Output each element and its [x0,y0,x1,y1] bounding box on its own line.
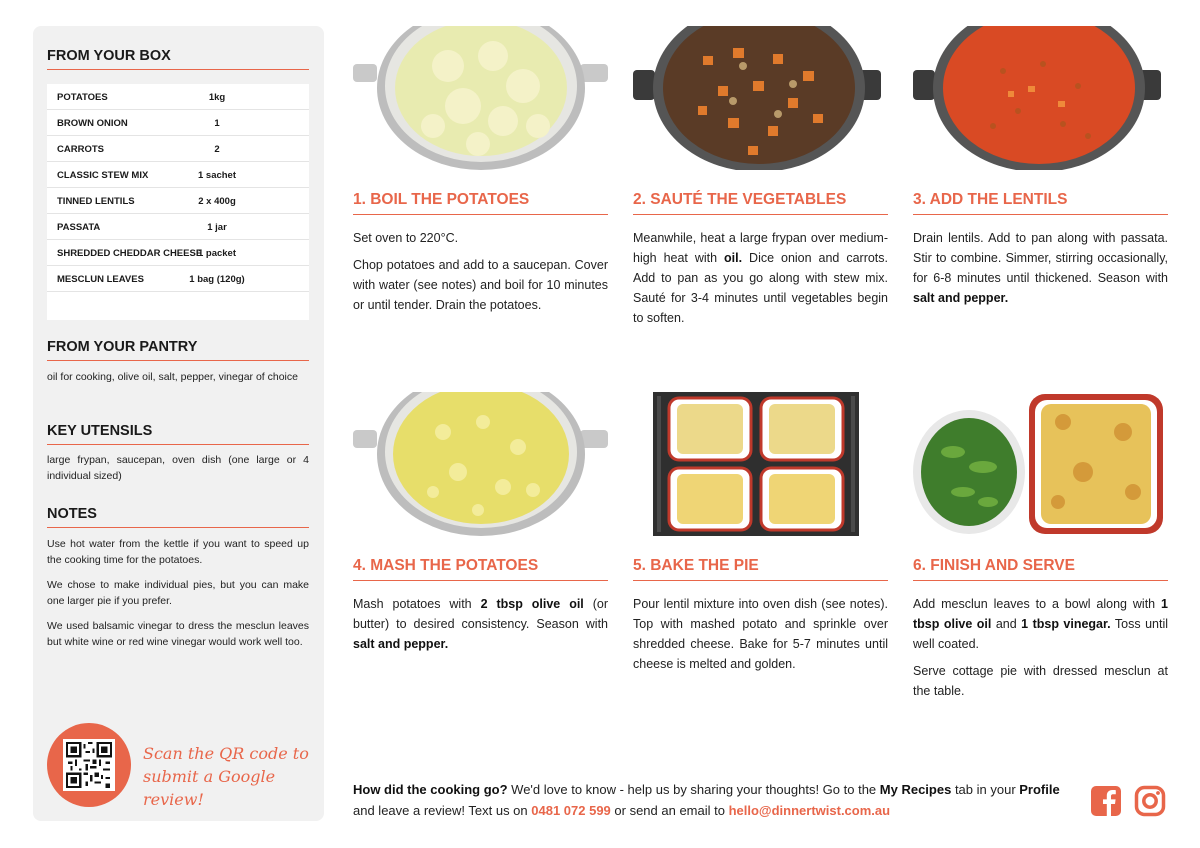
text-run: We'd love to know - help us by sharing your thoughts! Go to the [507,782,880,797]
note-item: We chose to make individual pies, but you can make one larger pie if you prefer. [47,579,309,607]
step-text: Pour lentil mixture into oven dish (see notes). Top with mashed potato and sprinkle over shredded cheese. Bake for 5-7 minutes until cheese is melted and golden. [633,597,888,671]
table-row [47,188,309,214]
text-run: Drain lentils. Add to pan along with passata. Stir to combine. Simmer, stirring occasionally, for 6-8 minutes until thickened. Season with [913,231,1168,285]
text-run: Toss until well coated. [913,617,1168,651]
feedback-footer [353,779,1073,821]
table-row [47,214,309,240]
feedback-question: How did the cooking go? [353,782,508,797]
step-body [913,228,1168,315]
step-title: 4. MASH THE POTATOES [353,557,608,581]
table-row [47,110,309,136]
ingredient-name: BROWN ONION [57,118,128,129]
ingredients-table [47,84,309,320]
step-text: Set oven to 220°C. [353,231,459,245]
sauteed-vegetables-photo [633,26,888,170]
pie-and-salad-photo [913,392,1168,536]
text-bold: 1 tbsp olive oil [913,597,1168,631]
text-run: or send an email to [610,803,729,818]
my-recipes-label: My Recipes [879,782,952,797]
lentil-sauce-photo [913,26,1168,170]
step-text: Serve cottage pie with dressed mesclun at the table. [913,664,1168,698]
text-run: Add mesclun leaves to a bowl along with [913,597,1162,611]
step-body [633,228,888,335]
step-title: 1. BOIL THE POTATOES [353,191,608,215]
facebook-icon[interactable] [1090,785,1122,817]
text-bold: salt and pepper. [913,291,1009,305]
step-text [353,594,608,654]
text-run: Mash potatoes with [353,597,481,611]
step-body [633,594,888,681]
baked-pies-photo [633,392,888,536]
qr-caption-line: submit a Google review! [143,767,276,809]
ingredient-qty: 1 [214,118,220,129]
ingredient-qty: 1 sachet [197,170,237,181]
table-row [47,266,309,292]
step-title: 3. ADD THE LENTILS [913,191,1168,215]
ingredient-qty: 1 packet [197,248,237,259]
box-title: FROM YOUR BOX [47,48,309,70]
step-title: 2. SAUTÉ THE VEGETABLES [633,191,888,215]
notes-title: NOTES [47,506,309,528]
utensils-text: large frypan, saucepan, oven dish (one large or 4 individual sized) [47,454,309,482]
qr-caption [143,742,313,811]
text-bold: 2 tbsp olive oil [480,597,584,611]
table-row [47,136,309,162]
qr-caption-line: Scan the QR code to [143,744,309,763]
ingredient-name: MESCLUN LEAVES [57,274,144,285]
ingredients-panel [33,26,324,821]
ingredient-qty: 1kg [208,92,226,103]
ingredient-name: CARROTS [57,144,104,155]
ingredient-name: POTATOES [57,92,108,103]
text-run: tab in your [951,782,1020,797]
step-body [353,228,608,322]
step-body [913,594,1168,708]
ingredient-name: CLASSIC STEW MIX [57,170,149,181]
note-item: Use hot water from the kettle if you want to speed up the cooking time for the potatoes. [47,538,309,566]
step-text [633,228,888,328]
utensils-title: KEY UTENSILS [47,423,309,445]
step-body [353,594,608,661]
text-run: Meanwhile, heat a large frypan over medium-high heat with [633,231,888,265]
ingredient-qty: 1 bag (120g) [189,274,245,285]
text-run: Dice onion and carrots. Add to pan as you go along with stew mix. Sauté for 3-4 minutes until vegetables begin to soften. [633,251,888,325]
step-text [913,594,1168,654]
step-title: 5. BAKE THE PIE [633,557,888,581]
text-run: and leave a review! Text us on [353,803,532,818]
boiled-potatoes-photo [353,26,608,170]
qr-badge[interactable] [47,723,131,807]
profile-label: Profile [1019,782,1060,797]
text-bold: oil. [724,251,743,265]
text-bold: 1 tbsp vinegar. [1021,617,1111,631]
qr-code-icon[interactable] [63,739,115,791]
ingredient-name: TINNED LENTILS [57,196,135,207]
table-row [47,84,309,110]
ingredient-name: PASSATA [57,222,101,233]
pantry-text: oil for cooking, olive oil, salt, pepper, vinegar of choice [47,371,298,383]
ingredient-qty: 2 x 400g [198,196,236,207]
table-row [47,162,309,188]
ingredient-name: SHREDDED CHEDDAR CHEESE [57,248,203,259]
text-run: and [991,617,1022,631]
mashed-potatoes-photo [353,392,608,536]
step-text: Chop potatoes and add to a saucepan. Cover with water (see notes) and boil for 10 minutes or until tender. Drain the potatoes. [353,258,608,312]
note-item: We used balsamic vinegar to dress the mesclun leaves but white wine or red wine vinegar would work well too. [47,620,309,648]
instagram-icon[interactable] [1134,785,1166,817]
ingredient-qty: 1 jar [207,222,227,233]
step-title: 6. FINISH AND SERVE [913,557,1168,581]
phone-link[interactable]: 0481 072 599 [531,803,611,818]
table-row [47,240,309,266]
ingredient-qty: 2 [214,144,220,155]
email-link[interactable]: hello@dinnertwist.com.au [728,803,891,818]
text-bold: salt and pepper. [353,637,449,651]
step-text [913,228,1168,308]
text-run: (or butter) to desired consistency. Season with [353,597,608,631]
pantry-title: FROM YOUR PANTRY [47,339,309,361]
